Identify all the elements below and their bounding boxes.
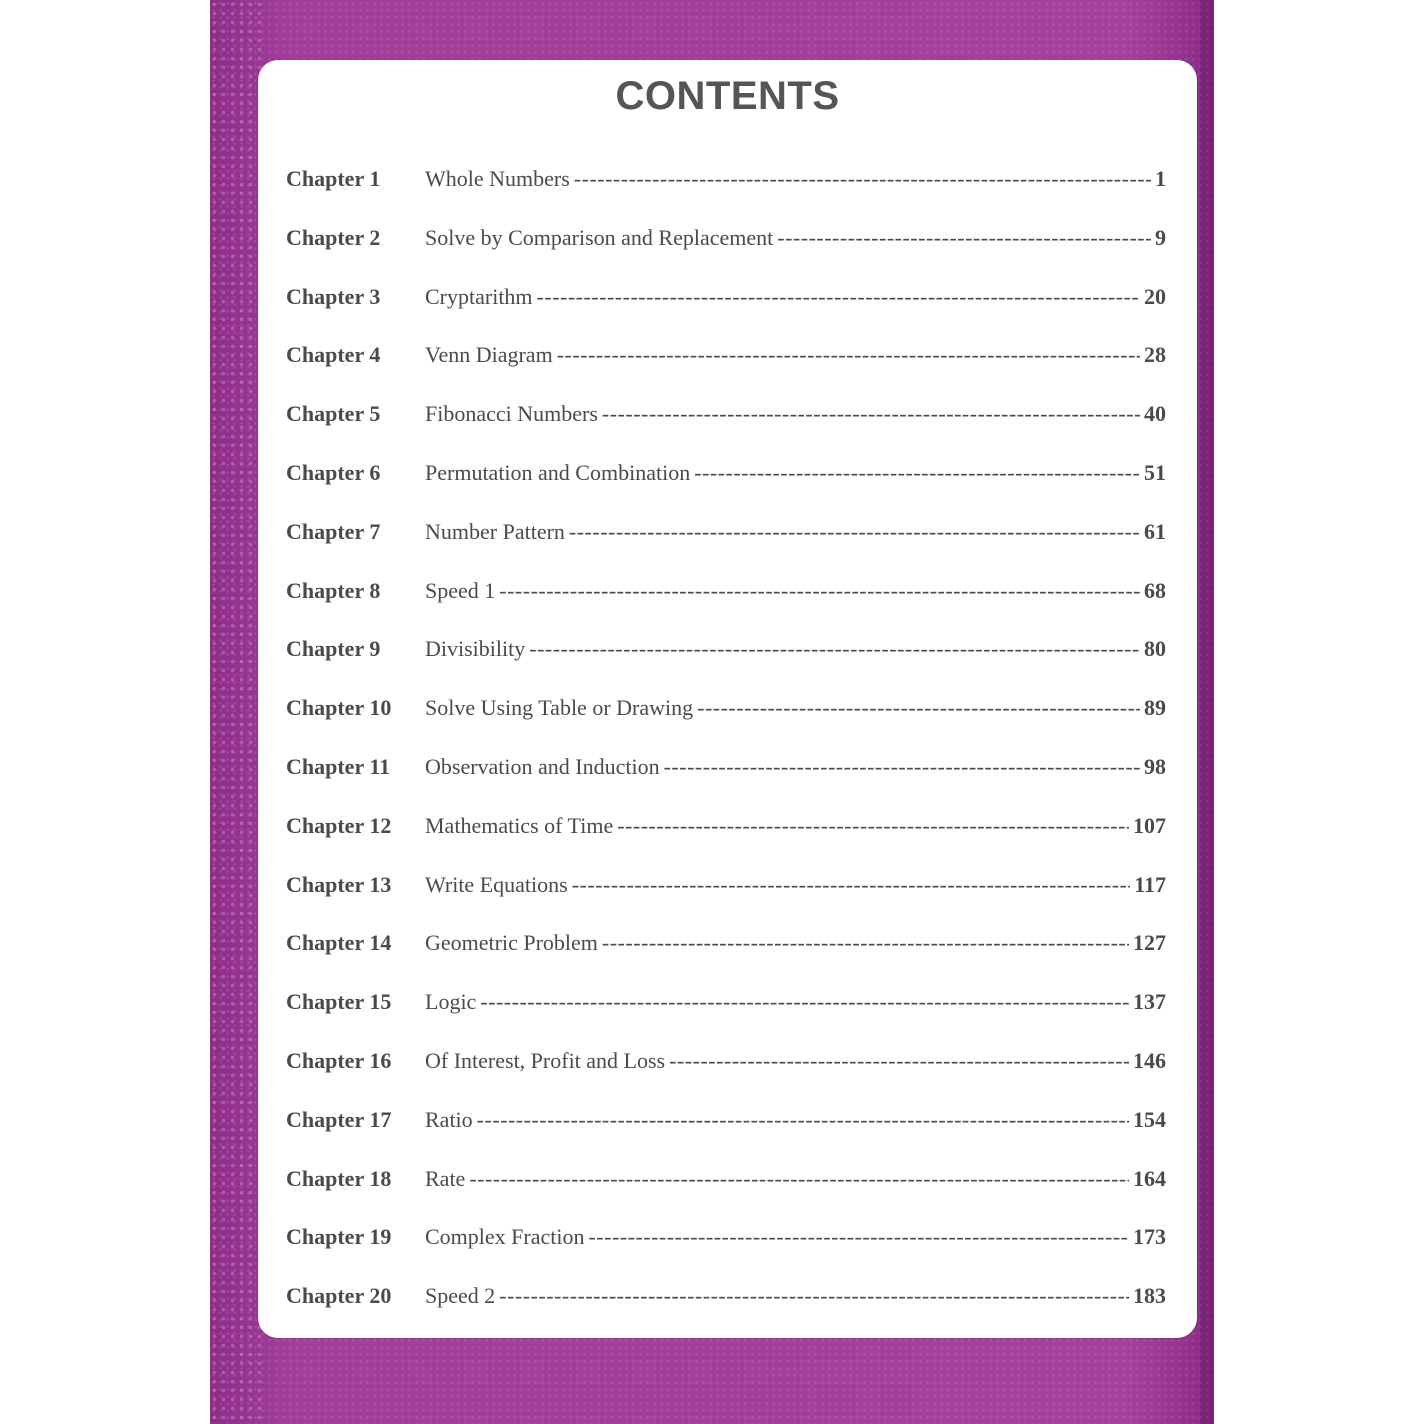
toc-entry[interactable]: [286, 519, 1166, 549]
toc-entry[interactable]: [286, 1166, 1166, 1196]
page-number: 20: [1144, 283, 1166, 309]
dot-leader: [602, 401, 1140, 427]
page-number: 137: [1133, 989, 1166, 1015]
page-number: 146: [1133, 1048, 1166, 1073]
toc-entry[interactable]: [286, 460, 1166, 490]
dot-leader: [537, 284, 1140, 310]
chapter-label: Chapter 8: [286, 577, 381, 603]
chapter-title: Ratio: [425, 1106, 473, 1132]
chapter-title: Permutation and Combination: [425, 460, 691, 485]
chapter-label: Chapter 2: [286, 224, 381, 250]
dot-leader: [469, 1166, 1129, 1192]
toc-entry[interactable]: [286, 1107, 1166, 1137]
dot-leader: [477, 1107, 1129, 1133]
page-title: CONTENTS: [615, 74, 840, 118]
page-number: 117: [1134, 871, 1166, 897]
page-number: 28: [1144, 342, 1166, 368]
chapter-title: Observation and Induction: [425, 754, 660, 779]
chapter-title: Complex Fraction: [425, 1224, 585, 1250]
toc-entry[interactable]: [286, 989, 1166, 1019]
chapter-label: Chapter 1: [286, 166, 381, 191]
chapter-title: Mathematics of Time: [425, 812, 614, 838]
dot-leader: [669, 1048, 1129, 1074]
chapter-title: Rate: [425, 1165, 466, 1191]
chapter-label: Chapter 9: [286, 636, 381, 662]
page-number: 80: [1144, 636, 1166, 662]
toc-entry[interactable]: [286, 754, 1166, 784]
toc-entry[interactable]: [286, 1283, 1166, 1313]
page-number: 107: [1133, 812, 1166, 838]
contents-card: [258, 60, 1197, 1338]
chapter-title: Logic: [425, 989, 477, 1015]
chapter-title: Solve by Comparison and Replacement: [425, 224, 774, 250]
page-number: 154: [1133, 1106, 1166, 1132]
toc-entry[interactable]: [286, 284, 1166, 314]
chapter-label: Chapter 4: [286, 342, 381, 368]
chapter-label: Chapter 18: [286, 1165, 392, 1191]
dot-leader: [480, 989, 1129, 1015]
chapter-title: Speed 2: [425, 1283, 496, 1309]
page-number: 127: [1133, 930, 1166, 956]
toc-entry[interactable]: [286, 930, 1166, 960]
toc-entry[interactable]: [286, 401, 1166, 431]
toc-entry[interactable]: [286, 1224, 1166, 1254]
dot-leader: [499, 1283, 1129, 1309]
chapter-label: Chapter 13: [286, 871, 392, 897]
chapter-title: Whole Numbers: [425, 166, 570, 191]
chapter-label: Chapter 17: [286, 1106, 392, 1132]
chapter-title: Solve Using Table or Drawing: [425, 695, 694, 721]
dot-leader: [499, 578, 1140, 604]
dot-leader: [529, 636, 1140, 662]
chapter-title: Write Equations: [425, 871, 568, 897]
dot-leader: [572, 872, 1131, 898]
chapter-label: Chapter 19: [286, 1224, 392, 1250]
chapter-label: Chapter 16: [286, 1048, 392, 1073]
dot-leader: [588, 1224, 1129, 1250]
chapter-label: Chapter 6: [286, 460, 381, 485]
chapter-title: Speed 1: [425, 577, 496, 603]
chapter-title: Number Pattern: [425, 518, 565, 544]
dot-leader: [569, 519, 1140, 545]
dot-leader: [617, 813, 1129, 839]
dot-leader: [557, 342, 1140, 368]
chapter-label: Chapter 11: [286, 754, 391, 779]
toc-entry[interactable]: [286, 695, 1166, 725]
toc-entry[interactable]: [286, 872, 1166, 902]
page-number: 164: [1133, 1165, 1166, 1191]
chapter-label: Chapter 14: [286, 930, 392, 956]
page-number: 61: [1144, 518, 1166, 544]
dot-leader: [602, 930, 1129, 956]
dot-leader: [697, 695, 1140, 721]
chapter-title: Fibonacci Numbers: [425, 401, 598, 427]
chapter-label: Chapter 12: [286, 812, 392, 838]
chapter-label: Chapter 20: [286, 1283, 392, 1309]
page-number: 1: [1155, 166, 1166, 191]
page-number: 89: [1144, 695, 1166, 721]
chapter-title: Venn Diagram: [425, 342, 553, 368]
chapter-title: Cryptarithm: [425, 283, 533, 309]
page-number: 173: [1133, 1224, 1166, 1250]
toc-entry[interactable]: [286, 1048, 1166, 1078]
chapter-label: Chapter 3: [286, 283, 381, 309]
page-number: 98: [1144, 754, 1166, 779]
page-number: 51: [1144, 460, 1166, 485]
toc-entry[interactable]: [286, 342, 1166, 372]
dot-leader: [777, 225, 1151, 251]
page-number: 183: [1133, 1283, 1166, 1309]
chapter-label: Chapter 7: [286, 518, 381, 544]
chapter-title: Of Interest, Profit and Loss: [425, 1048, 666, 1073]
toc-entry[interactable]: [286, 813, 1166, 843]
page-number: 68: [1144, 577, 1166, 603]
dot-leader: [694, 460, 1140, 486]
chapter-title: Divisibility: [425, 636, 526, 662]
chapter-label: Chapter 5: [286, 401, 381, 427]
toc-entry[interactable]: [286, 166, 1166, 196]
chapter-label: Chapter 15: [286, 989, 392, 1015]
toc-entry[interactable]: [286, 225, 1166, 255]
page-number: 9: [1155, 224, 1166, 250]
dot-leader: [574, 166, 1151, 192]
page-number: 40: [1144, 401, 1166, 427]
dot-leader: [664, 754, 1140, 780]
toc-entry[interactable]: [286, 636, 1166, 666]
chapter-label: Chapter 10: [286, 695, 392, 721]
toc-entry[interactable]: [286, 578, 1166, 608]
table-of-contents: [258, 60, 1197, 1338]
chapter-title: Geometric Problem: [425, 930, 598, 956]
